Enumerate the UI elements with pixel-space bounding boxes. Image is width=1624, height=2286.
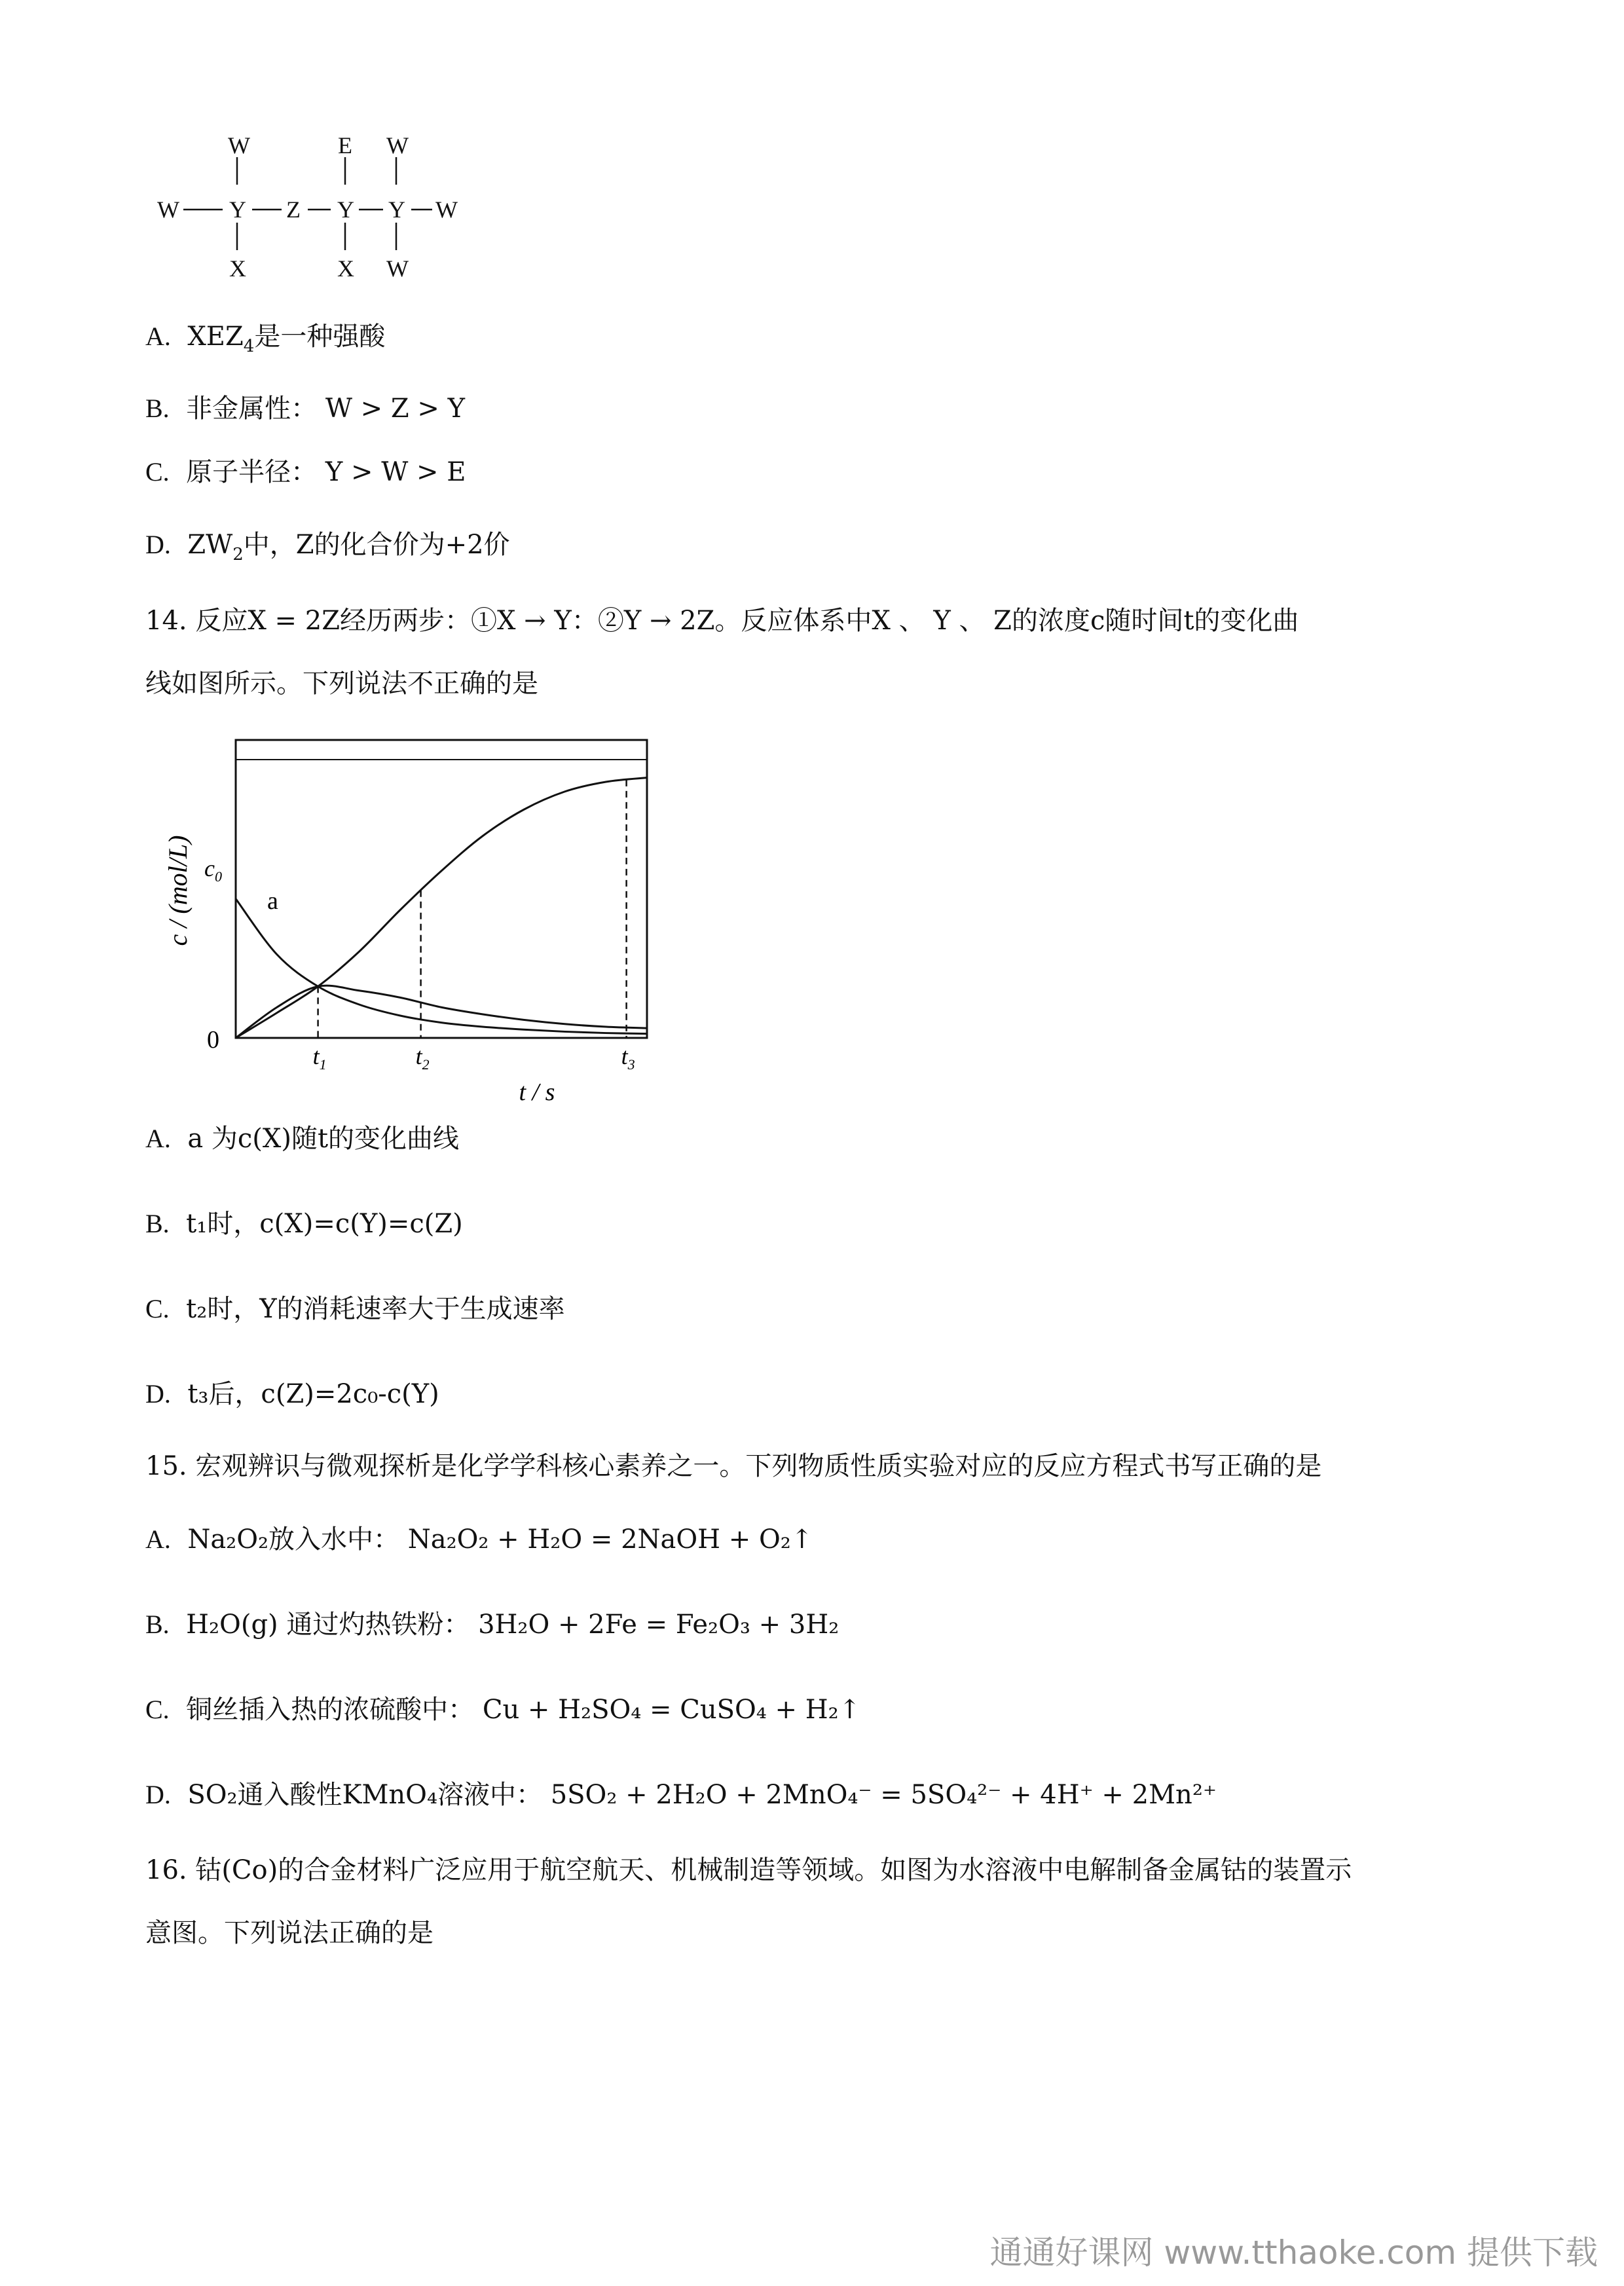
q13-option-a: A. $XEZ_4$是一种强酸: [145, 322, 386, 356]
atom-x-bottom-1: X: [229, 255, 246, 282]
atom-w-top-left: W: [228, 132, 250, 158]
tick-label-t2: $t_2$: [415, 1043, 430, 1073]
concentration-time-chart: [157, 727, 668, 1113]
atom-x-bottom-2: X: [337, 255, 354, 282]
q14-stem-line1: 14. 反应X = 2Z经历两步：①X → Y：②Y → 2Z。反应体系中X 、 Y 、 Z的浓度c随时间t的变化曲: [145, 606, 1299, 636]
atom-w-right: W: [435, 196, 458, 223]
q13-option-c: C. 原子半径： Y > W > E: [145, 457, 466, 487]
q15-option-b: B. H₂O(g) 通过灼热铁粉： 3H₂O + 2Fe = Fe₂O₃ + 3H₂: [145, 1610, 840, 1640]
q14-stem-line2: 线如图所示。下列说法不正确的是: [145, 669, 538, 699]
c0-label: $c_0$: [204, 855, 222, 885]
curve-label-a: a: [267, 887, 278, 915]
plot-frame: [236, 740, 647, 1038]
q16-stem-line1: 16. 钴(Co)的合金材料广泛应用于航空航天、机械制造等领域。如图为水溶液中电解制备金属钴的装置示: [145, 1855, 1352, 1885]
footer-watermark: 通通好课网 www.tthaoke.com 提供下载: [989, 2234, 1598, 2272]
atom-z: Z: [286, 196, 301, 223]
q15-stem: 15. 宏观辨识与微观探析是化学学科核心素养之一。下列物质性质实验对应的反应方程式书写正确的是: [145, 1451, 1322, 1481]
q14-option-b: B. t₁时，c(X)=c(Y)=c(Z): [145, 1209, 463, 1239]
q15-option-a: A. Na₂O₂放入水中： Na₂O₂ + H₂O = 2NaOH + O₂↑: [145, 1524, 813, 1555]
series-curve-3: [236, 778, 647, 1038]
q16-stem-line2: 意图。下列说法正确的是: [145, 1918, 434, 1948]
structural-formula: [157, 131, 485, 288]
q14-option-d: D. t₃后，c(Z)=2c₀-c(Y): [145, 1379, 439, 1409]
tick-label-t1: $t_1$: [312, 1043, 327, 1073]
atom-y-2: Y: [337, 196, 354, 223]
q14-option-a: A. a 为c(X)随t的变化曲线: [145, 1124, 460, 1154]
series-curve-2: [236, 986, 647, 1038]
q13-option-d: D. $ZW_2$中，Z的化合价为+2价: [145, 530, 510, 564]
x-axis-label: t / s: [519, 1078, 555, 1106]
atom-w-top-right: W: [386, 132, 409, 158]
atom-e-top: E: [338, 132, 352, 158]
q15-option-c: C. 铜丝插入热的浓硫酸中： Cu + H₂SO₄ = CuSO₄ + H₂↑: [145, 1695, 861, 1725]
q15-option-d: D. SO₂通入酸性KMnO₄溶液中： 5SO₂ + 2H₂O + 2MnO₄⁻ = 5SO₄²⁻ + 4H⁺ + 2Mn²⁺: [145, 1780, 1217, 1810]
origin-label: 0: [207, 1026, 219, 1054]
atom-w-bottom: W: [386, 255, 409, 282]
y-axis-label: c / (mol/L): [163, 835, 193, 946]
series-curve-1: [236, 899, 647, 1034]
atom-y-1: Y: [229, 196, 246, 223]
atom-y-3: Y: [388, 196, 405, 223]
tick-label-t3: $t_3$: [621, 1043, 635, 1073]
atom-w-left: W: [157, 196, 179, 223]
q13-option-b: B. 非金属性： W > Z > Y: [145, 394, 466, 424]
q14-option-c: C. t₂时，Y的消耗速率大于生成速率: [145, 1294, 565, 1324]
